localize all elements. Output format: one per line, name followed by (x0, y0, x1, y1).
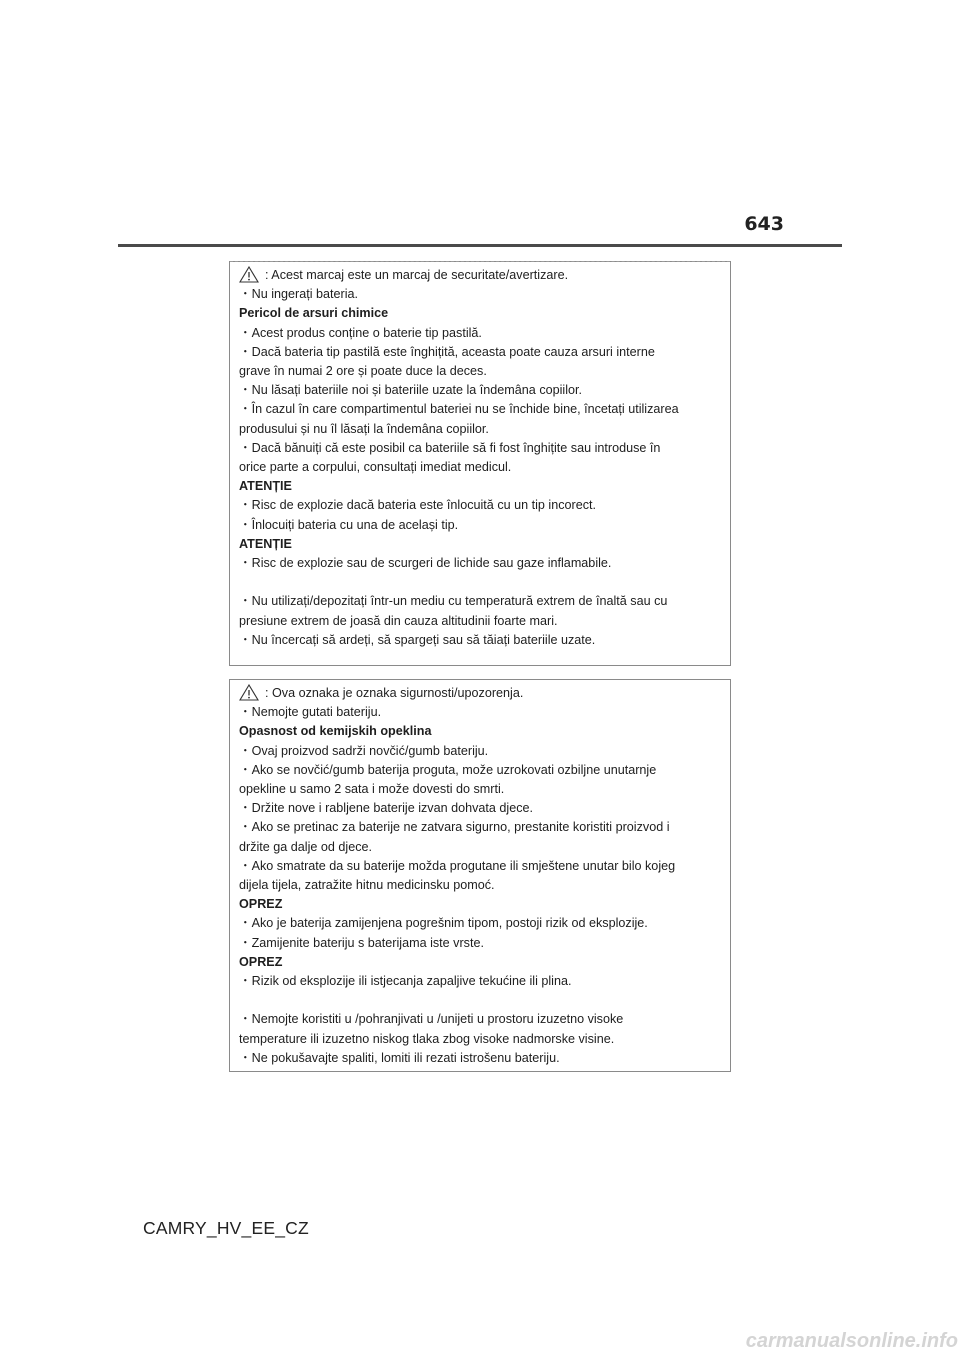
text-line: dijela tijela, zatražite hitnu medicinsku pomoć. (239, 878, 495, 893)
header-divider (118, 244, 842, 247)
text-line: ・Nemojte koristiti u /pohranjivati u /unijeti u prostoru izuzetno visoke (239, 1012, 624, 1027)
section-heading: ATENȚIE (239, 479, 292, 494)
spacer-line (239, 991, 722, 1010)
text-line: ・Ako se novčić/gumb baterija proguta, može uzrokovati ozbiljne unutarnje (239, 762, 657, 777)
text-line: ・Risc de explozie dacă bateria este înlocuită cu un tip incorect. (239, 498, 597, 513)
section-heading: OPREZ (239, 897, 283, 912)
text-line: ・Nemojte gutati bateriju. (239, 705, 382, 720)
text-line: ・Risc de explozie sau de scurgeri de lichide sau gaze inflamabile. (239, 556, 612, 571)
text-line: ・Dacă bănuiți că este posibil ca bateriile să fi fost înghițite sau introduse în (239, 440, 661, 455)
text-line: grave în numai 2 ore și poate duce la deces. (239, 364, 487, 379)
box-dashed-border (230, 261, 730, 262)
text-line: opekline u samo 2 sata i može dovesti do smrti. (239, 782, 505, 797)
text-line: ・Ako je baterija zamijenjena pogrešnim tipom, postoji rizik od eksplozije. (239, 916, 648, 931)
text-line: ・Acest produs conține o baterie tip pastilă. (239, 325, 482, 340)
watermark: carmanualsonline.info (745, 1330, 958, 1352)
text-line: ・Ovaj proizvod sadrži novčić/gumb bateriju. (239, 743, 489, 758)
text-line: ・Nu încercați să ardeți, să spargeți sau să tăiați bateriile uzate. (239, 632, 596, 647)
section-heading: ATENȚIE (239, 536, 292, 551)
document-code: CAMRY_HV_EE_CZ (143, 1218, 309, 1238)
text-line: ・Ako se pretinac za baterije ne zatvara sigurno, prestanite koristiti proizvod i (239, 820, 670, 835)
warning-box-croatian (229, 679, 731, 1072)
warning-mark-text: : Acest marcaj este un marcaj de securitate/avertizare. (265, 268, 569, 282)
text-line: produsului și nu îl lăsați la îndemâna copiilor. (239, 421, 489, 436)
section-heading: Pericol de arsuri chimice (239, 306, 389, 321)
text-line: ・Înlocuiți bateria cu una de același tip. (239, 517, 459, 532)
text-line: presiune extrem de joasă din cauza altitudinii foarte mari. (239, 613, 558, 628)
text-line: ・Ne pokušavajte spaliti, lomiti ili rezati istrošenu bateriju. (239, 1050, 560, 1065)
warning-text-lines (239, 703, 722, 1068)
text-line: orice parte a corpului, consultați imediat medicul. (239, 460, 512, 475)
warning-triangle-icon (239, 684, 259, 701)
text-line: držite ga dalje od djece. (239, 839, 373, 854)
section-heading: OPREZ (239, 954, 283, 969)
warning-text-lines (239, 285, 722, 650)
text-line: ・Zamijenite bateriju s baterijama iste vrste. (239, 935, 484, 950)
page-number: 643 (744, 213, 784, 235)
warning-mark-line (239, 266, 722, 285)
text-line: ・Nu lăsați bateriile noi și bateriile uzate la îndemâna copiilor. (239, 383, 583, 398)
spacer-line (239, 573, 722, 592)
text-line: ・Nu ingerați bateria. (239, 287, 359, 302)
text-line: ・Rizik od eksplozije ili istjecanja zapaljive tekućine ili plina. (239, 974, 572, 989)
section-heading: Opasnost od kemijskih opeklina (239, 724, 432, 739)
text-line: temperature ili izuzetno niskog tlaka zbog visoke nadmorske visine. (239, 1031, 615, 1046)
warning-mark-line (239, 684, 722, 703)
text-line: ・Dacă bateria tip pastilă este înghițită, aceasta poate cauza arsuri interne (239, 344, 655, 359)
text-line: ・În cazul în care compartimentul bateriei nu se închide bine, încetați utilizarea (239, 402, 679, 417)
warning-box-romanian (229, 261, 731, 666)
text-line: ・Držite nove i rabljene baterije izvan dohvata djece. (239, 801, 534, 816)
warning-mark-text: : Ova oznaka je oznaka sigurnosti/upozorenja. (265, 686, 524, 700)
warning-triangle-icon (239, 266, 259, 283)
text-line: ・Nu utilizați/depozitați într-un mediu cu temperatură extrem de înaltă sau cu (239, 594, 668, 609)
text-line: ・Ako smatrate da su baterije možda progutane ili smještene unutar bilo kojeg (239, 858, 676, 873)
